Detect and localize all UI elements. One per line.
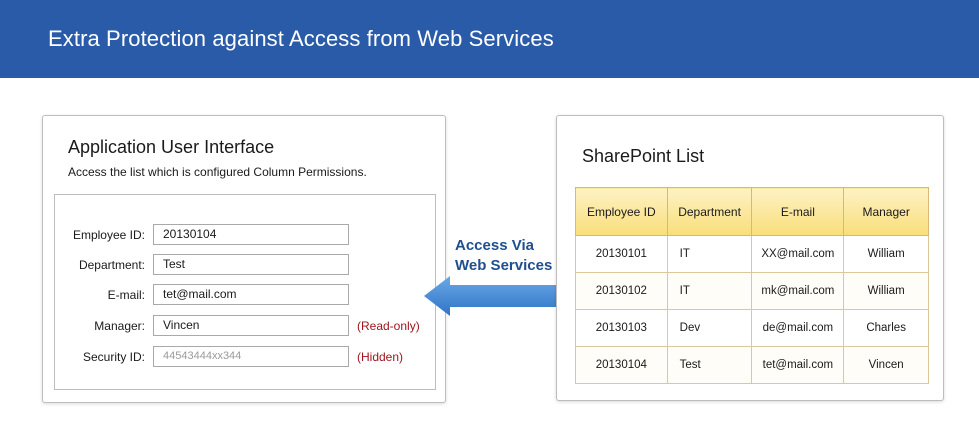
department-label: Department:	[78, 258, 145, 272]
table-cell: tet@mail.com	[752, 347, 844, 384]
column-header-department: Department	[667, 188, 752, 236]
sharepoint-list-panel	[556, 115, 944, 401]
left-arrow-icon	[424, 276, 558, 316]
panel-title: SharePoint List	[582, 146, 705, 166]
application-ui-panel	[42, 115, 446, 403]
hidden-note: (Hidden)	[357, 350, 404, 364]
manager-field: Vincen	[153, 315, 349, 336]
table-cell: 20130103	[576, 310, 668, 347]
security-id-field: 44543444xx344	[153, 346, 349, 367]
form-row-department	[55, 254, 435, 276]
form-row-security-id	[55, 346, 435, 368]
table-cell: Vincen	[844, 347, 929, 384]
table-row	[576, 347, 929, 384]
security-id-label: Security ID:	[82, 350, 145, 364]
department-field[interactable]: Test	[153, 254, 349, 275]
sharepoint-table	[575, 187, 929, 384]
table-cell: mk@mail.com	[752, 273, 844, 310]
column-header-manager: Manager	[844, 188, 929, 236]
table-cell: IT	[667, 236, 752, 273]
access-via-line2: Web Services	[455, 257, 553, 274]
table-cell: Test	[667, 347, 752, 384]
manager-label: Manager:	[94, 319, 145, 333]
table-cell: William	[844, 273, 929, 310]
panel-subtitle: Access the list which is configured Column Permissions.	[68, 165, 367, 179]
table-cell: William	[844, 236, 929, 273]
table-row	[576, 273, 929, 310]
employee-id-field[interactable]: 20130104	[153, 224, 349, 245]
table-cell: Dev	[667, 310, 752, 347]
employee-id-label: Employee ID:	[72, 228, 145, 242]
access-via-line1: Access Via	[455, 237, 534, 254]
table-cell: XX@mail.com	[752, 236, 844, 273]
header-banner	[0, 0, 979, 78]
employee-form	[54, 194, 436, 390]
column-header-employee-id: Employee ID	[576, 188, 668, 236]
form-row-email	[55, 284, 435, 306]
table-cell: Charles	[844, 310, 929, 347]
page-title: Extra Protection against Access from Web Services	[48, 26, 554, 51]
table-cell: IT	[667, 273, 752, 310]
email-field[interactable]: tet@mail.com	[153, 284, 349, 305]
table-row	[576, 236, 929, 273]
column-header-email: E-mail	[752, 188, 844, 236]
form-row-employee-id	[55, 224, 435, 246]
email-label: E-mail:	[107, 288, 145, 302]
table-cell: de@mail.com	[752, 310, 844, 347]
table-header-row	[576, 188, 929, 236]
table-cell: 20130104	[576, 347, 668, 384]
form-row-manager	[55, 315, 435, 337]
access-via-label	[455, 236, 552, 276]
table-cell: 20130102	[576, 273, 668, 310]
panel-title: Application User Interface	[68, 137, 275, 157]
read-only-note: (Read-only)	[357, 319, 420, 333]
table-cell: 20130101	[576, 236, 668, 273]
table-row	[576, 310, 929, 347]
